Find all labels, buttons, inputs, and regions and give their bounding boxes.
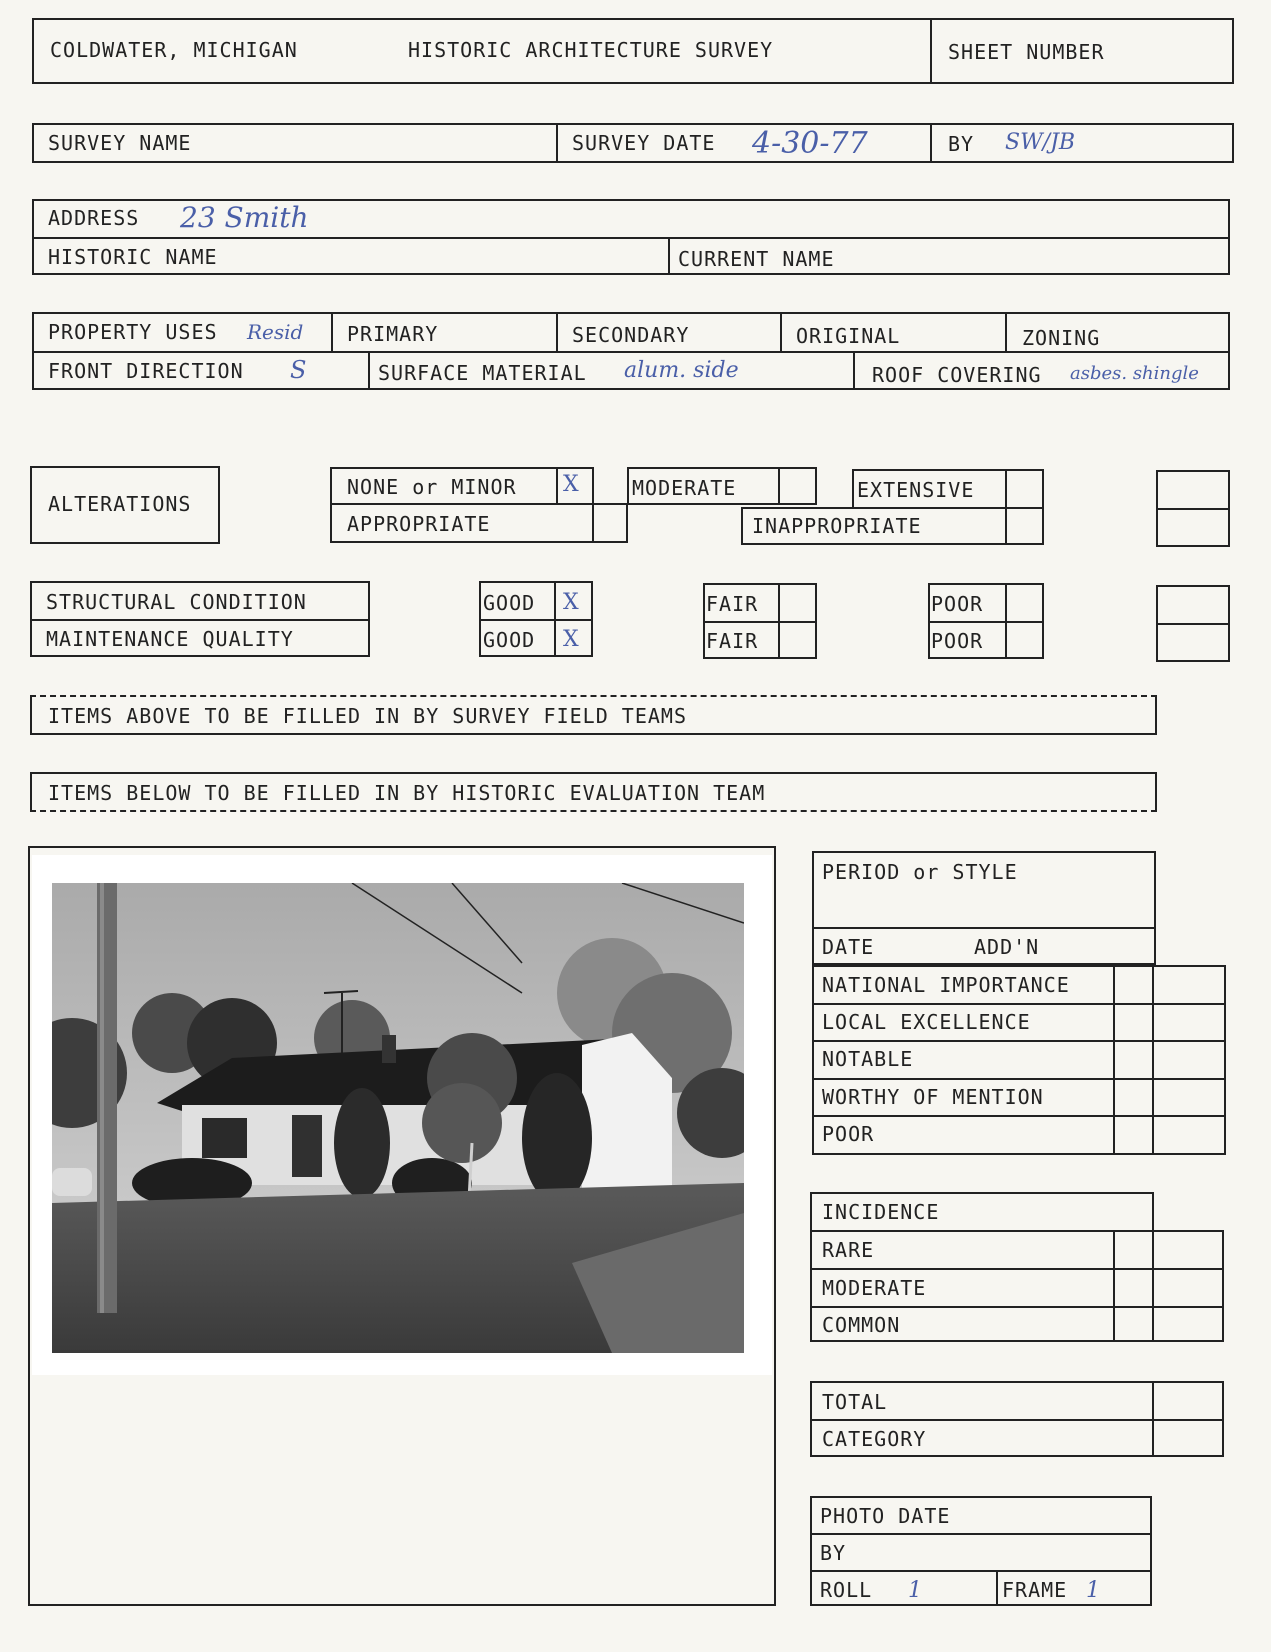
fair-rule xyxy=(703,621,817,623)
poor-check-divider xyxy=(1005,583,1007,659)
front-direction-label: FRONT DIRECTION xyxy=(48,359,244,383)
incidence-rule-1 xyxy=(810,1268,1224,1270)
frame-label: FRAME xyxy=(1002,1578,1068,1602)
property-divider-4 xyxy=(1005,312,1007,351)
sheet-number-label: SHEET NUMBER xyxy=(948,40,1105,64)
importance-rule-1 xyxy=(812,1003,1226,1005)
moderate-incidence-label: MODERATE xyxy=(822,1276,927,1300)
survey-date-label: SURVEY DATE xyxy=(572,131,716,155)
structural-good-label: GOOD xyxy=(483,591,536,615)
importance-rule-2 xyxy=(812,1040,1226,1042)
roll-label: ROLL xyxy=(820,1578,873,1602)
photo-info-rule-1 xyxy=(810,1533,1152,1535)
front-direction-value: S xyxy=(290,356,307,384)
property-divider-1 xyxy=(331,312,333,351)
zoning-label: ZONING xyxy=(1022,326,1101,350)
none-minor-check-divider xyxy=(556,467,558,505)
frame-value: 1 xyxy=(1086,1578,1100,1603)
fair-check-divider xyxy=(778,583,780,659)
appropriate-check-divider xyxy=(592,503,594,543)
roof-covering-value: asbes. shingle xyxy=(1070,363,1199,384)
maintenance-quality-label: MAINTENANCE QUALITY xyxy=(46,627,294,651)
importance-divider-2 xyxy=(1152,965,1154,1155)
incidence-rule-2 xyxy=(810,1306,1224,1308)
none-minor-label: NONE or MINOR xyxy=(347,475,517,499)
evaluation-team-note: ITEMS BELOW TO BE FILLED IN BY HISTORIC EVALUATION TEAM xyxy=(48,781,766,805)
house-photo xyxy=(52,883,744,1353)
property-divider-3 xyxy=(780,312,782,351)
address-divider xyxy=(668,237,670,275)
maintenance-poor-label: POOR xyxy=(931,629,984,653)
importance-divider-1 xyxy=(1113,965,1115,1155)
alterations-label: ALTERATIONS xyxy=(48,492,192,516)
property-divider-6 xyxy=(853,351,855,390)
addn-label: ADD'N xyxy=(974,935,1040,959)
maintenance-fair-label: FAIR xyxy=(706,629,759,653)
extensive-label: EXTENSIVE xyxy=(857,478,975,502)
importance-rule-4 xyxy=(812,1115,1226,1117)
survey-divider-2 xyxy=(930,123,932,163)
rare-label: RARE xyxy=(822,1238,875,1262)
totals-rule xyxy=(810,1419,1224,1421)
poor-rule xyxy=(928,621,1044,623)
roll-value: 1 xyxy=(908,1578,922,1603)
totals-divider xyxy=(1152,1381,1154,1457)
structural-poor-label: POOR xyxy=(931,592,984,616)
photo-info-divider xyxy=(996,1570,998,1606)
importance-rule-3 xyxy=(812,1078,1226,1080)
address-rule xyxy=(32,237,1230,239)
photo-date-label: PHOTO DATE xyxy=(820,1504,951,1528)
header-city: COLDWATER, MICHIGAN xyxy=(50,38,298,62)
secondary-label: SECONDARY xyxy=(572,323,690,347)
condition-label-rule xyxy=(30,619,370,621)
maintenance-good-label: GOOD xyxy=(483,628,536,652)
period-date-rule xyxy=(812,927,1156,929)
condition-score-rule xyxy=(1156,623,1230,625)
incidence-divider-1 xyxy=(1113,1230,1115,1342)
survey-name-label: SURVEY NAME xyxy=(48,131,192,155)
period-style-label: PERIOD or STYLE xyxy=(822,860,1018,884)
photo-by-label: BY xyxy=(820,1541,847,1565)
structural-condition-label: STRUCTURAL CONDITION xyxy=(46,590,307,614)
property-divider-2 xyxy=(556,312,558,351)
header-divider xyxy=(930,18,932,84)
local-excellence-label: LOCAL EXCELLENCE xyxy=(822,1010,1031,1034)
category-label: CATEGORY xyxy=(822,1427,927,1451)
maintenance-good-mark: X xyxy=(563,627,579,652)
header-title: HISTORIC ARCHITECTURE SURVEY xyxy=(408,38,774,62)
address-label: ADDRESS xyxy=(48,206,140,230)
surface-material-value: alum. side xyxy=(624,358,739,383)
original-label: ORIGINAL xyxy=(796,324,901,348)
primary-label: PRIMARY xyxy=(347,322,439,346)
property-rule xyxy=(32,351,1230,353)
appropriate-label: APPROPRIATE xyxy=(347,512,491,536)
none-minor-mark: X xyxy=(563,472,579,497)
notable-label: NOTABLE xyxy=(822,1047,914,1071)
national-importance-label: NATIONAL IMPORTANCE xyxy=(822,973,1070,997)
good-check-divider xyxy=(554,581,556,657)
survey-by-label: BY xyxy=(948,132,975,156)
moderate-label: MODERATE xyxy=(632,476,737,500)
house-photo-mount xyxy=(32,855,772,1375)
incidence-divider-2 xyxy=(1152,1230,1154,1342)
photo-info-rule-2 xyxy=(810,1570,1152,1572)
incidence-label: INCIDENCE xyxy=(822,1200,940,1224)
good-rule xyxy=(479,619,593,621)
property-uses-value: Resid xyxy=(247,320,304,344)
property-divider-5 xyxy=(368,351,370,390)
historic-name-label: HISTORIC NAME xyxy=(48,245,218,269)
inappropriate-label: INAPPROPRIATE xyxy=(752,514,922,538)
roof-covering-label: ROOF COVERING xyxy=(872,363,1042,387)
worthy-of-mention-label: WORTHY OF MENTION xyxy=(822,1085,1044,1109)
structural-fair-label: FAIR xyxy=(706,592,759,616)
structural-good-mark: X xyxy=(563,590,579,615)
date-label: DATE xyxy=(822,935,875,959)
field-teams-note: ITEMS ABOVE TO BE FILLED IN BY SURVEY FIELD TEAMS xyxy=(48,704,688,728)
moderate-check-divider xyxy=(778,467,780,505)
current-name-label: CURRENT NAME xyxy=(678,247,835,271)
survey-by-value: SW/JB xyxy=(1005,130,1076,155)
alterations-score-rule xyxy=(1156,508,1230,510)
property-uses-label: PROPERTY USES xyxy=(48,320,218,344)
survey-date-value: 4-30-77 xyxy=(752,126,868,161)
common-label: COMMON xyxy=(822,1313,901,1337)
surface-material-label: SURFACE MATERIAL xyxy=(378,361,587,385)
poor-evaluation-label: POOR xyxy=(822,1122,875,1146)
survey-divider-1 xyxy=(556,123,558,163)
total-label: TOTAL xyxy=(822,1390,888,1414)
address-value: 23 Smith xyxy=(180,201,309,234)
